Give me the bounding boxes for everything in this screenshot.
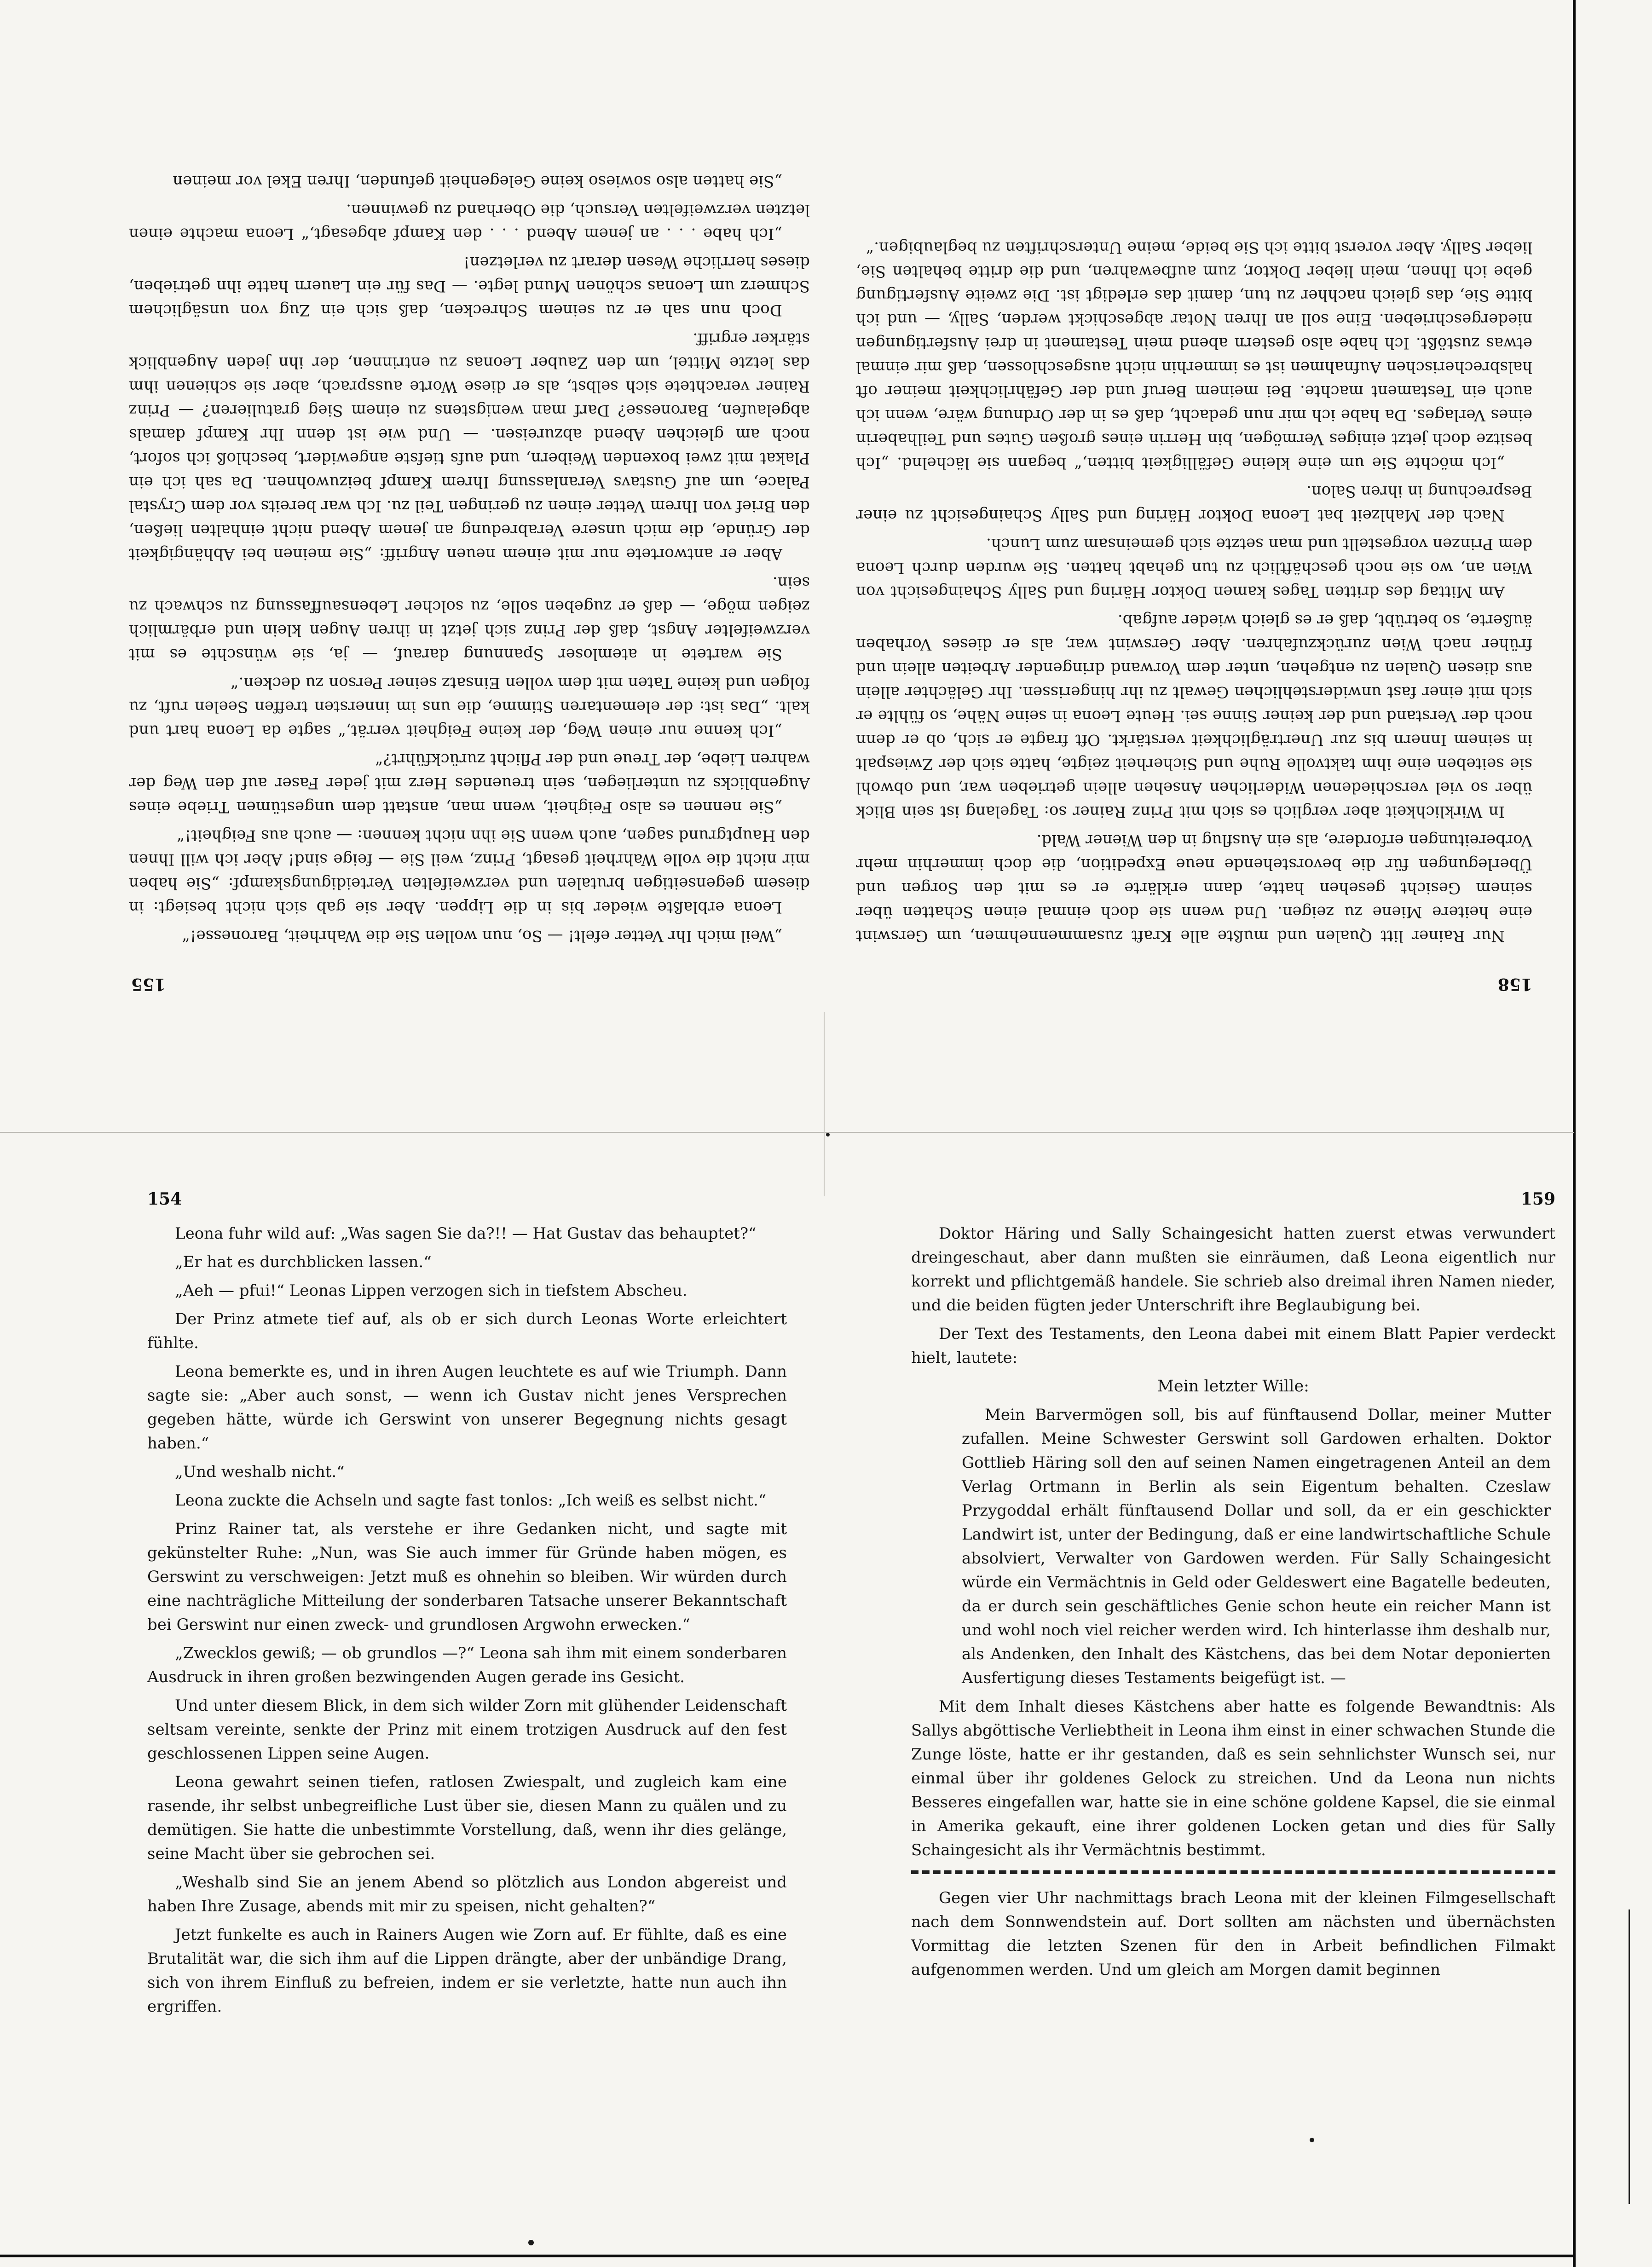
- paragraph: Und unter diesem Blick, in dem sich wilder Zorn mit glühender Leidenschaft seltsam vereinte, senkte der Prinz mit einem trotzigen Ausdruck auf den fest geschlossenen Lippen seine Augen.: [147, 1696, 787, 1763]
- paragraph: Mit dem Inhalt dieses Kästchens aber hatte es folgende Bewandtnis: Als Sallys abgöttische Verliebtheit in Leona ihm einst in einer schwachen Stunde die Zunge löste, hatte er ihr gestanden, daß es sein sehnlichster Wunsch sei, nur einmal über ihr goldenes Gelock zu streichen. Und da Leona nun nichts Besseres eingefallen war, hatte sie in eine schöne goldene Kapsel, die sie einmal in Amerika gekauft, eine ihrer goldenen Locken getan und dies für Sally Schaingesicht als ihr Vermächtnis bestimmt.: [911, 1697, 1555, 1859]
- paragraph: Aber er antwortete nur mit einem neuen Angriff: „Sie meinen bei Abhängigkeit der Gründe, die mich unsere Verabredung an jenem Abend nicht einhalten ließen, den Brief von Ihrem Vetter einen zu geringen Teil zu. Ich war bereits vor dem Crystal Palace, um auf Gustavs Veranlassung Ihrem Kampf beizuwohnen. Da sah ich ein Plakat mit zwei boxenden Weibern, und aufs tiefste angewidert, beschloß ich sofort, noch am gleichen Abend abzureisen. — Und wie ist denn Ihr Kampf damals abgelaufen, Baronesse? Darf man wenigstens zu einem Sieg gratulieren? — Prinz Rainer verachtete sich selbst, als er diese Worte aussprach, aber sie schienen ihm das letzte Mittel, um den Zauber Leonas zu entrinnen, der ihn jeden Augenblick stärker ergriff.: [129, 329, 810, 563]
- paragraph: „Und weshalb nicht.“: [175, 1463, 345, 1481]
- paragraph: Prinz Rainer tat, als verstehe er ihre Gedanken nicht, und sagte mit gekünstelter Ruhe: „Nun, was Sie auch immer für Gründe haben mögen, es Gerswint zu verschweigen: Jetzt muß es ohnehin so bleiben. Wir würden durch eine nachträgliche Mitteilung der sonderbaren Tatsache unserer Bekanntschaft bei Gerswint nur einen zweck- und grundlosen Argwohn erwecken.“: [147, 1520, 787, 1634]
- ink-spot: [528, 2240, 534, 2245]
- page-155: [129, 165, 810, 994]
- paragraph: Leona bemerkte es, und in ihren Augen leuchtete es auf wie Triumph. Dann sagte sie: „Aber auch sonst, — wenn ich Gustav nicht jenes Versprechen gegeben hätte, würde ich Gerswint von unserer Begegnung nichts gesagt haben.“: [147, 1362, 787, 1453]
- paragraph: Gegen vier Uhr nachmittags brach Leona mit der kleinen Filmgesellschaft nach dem Sonnwendstein auf. Dort sollten am nächsten und übernächsten Vormittag die letzten Szenen für den in Arbeit befindlichen Filmakt aufgenommen werden. Und um gleich am Morgen damit beginnen: [911, 1889, 1555, 1979]
- paragraph: In Wirklichkeit aber verglich es sich mit Prinz Rainer so: Tagelang ist sein Blick über so viel verschiedenen Widerlichen Ansehen allein getrieben war, und obwohl sie seiteben eine ihm taktvolle Ruhe und Sicherheit zeigte, hatte sich der Zwiespalt in seinem Innern bis zur Unerträglichkeit verstärkt. Oft fragte er sich, ob er denn noch der Verstand und der keiner Sinne sei. Heute Leona in seine Nähe, so fühlte er sich mit einer fast unwiderstehlichen Gewalt zu ihr hingerissen. Ihr Gelächter allein aus diesen Qualen zu entgehen, unter dem Vorwand dringender Arbeiten allein und früher nach Wien zurückzufahren. Aber Gerswint war, als er dieses Vorhaben äußerte, so betrübt, daß er es gleich wieder aufgab.: [856, 611, 1532, 821]
- section-divider: [911, 1870, 1555, 1874]
- paragraph: Leona fuhr wild auf: „Was sagen Sie da?!! — Hat Gustav das behauptet?“: [175, 1224, 757, 1243]
- paragraph: „Weil mich Ihr Vetter efelt! — So, nun wollen Sie die Wahrheit, Baronesse!“: [182, 927, 782, 945]
- page-154: [147, 1189, 787, 2023]
- page-number: 158: [1497, 975, 1532, 994]
- page-155-text: [129, 169, 810, 985]
- page-number: 154: [147, 1189, 182, 1209]
- page-154-text: [147, 1222, 787, 2019]
- page-158: [856, 231, 1532, 994]
- paragraph: „Sie hatten also sowieso keine Gelegenheit gefunden, Ihren Ekel vor meinen: [173, 172, 782, 190]
- page-159: [911, 1189, 1555, 1986]
- paragraph: „Zwecklos gewiß; — ob grundlos —?“ Leona sah ihm mit einem sonderbaren Ausdruck in ihren großen bezwingenden Augen gerade ins Gesicht.: [147, 1644, 787, 1686]
- page-number: 155: [131, 975, 166, 994]
- bottom-edge: [0, 2255, 1576, 2257]
- paragraph: „Weshalb sind Sie an jenem Abend so plötzlich aus London abgereist und haben Ihre Zusage, abends mit mir zu speisen, nicht gehalten?“: [147, 1873, 787, 1915]
- paragraph: Der Text des Testaments, den Leona dabei mit einem Blatt Papier verdeckt hielt, lautete:: [911, 1325, 1555, 1367]
- will-title: Mein letzter Wille:: [1157, 1377, 1309, 1396]
- upper-spread: [0, 0, 1652, 1123]
- paragraph: Am Mittag des dritten Tages kamen Doktor Häring und Sally Schaingesicht von Wien an, wo sie noch geschäftlich zu tun gehabt hatten. Sie wurden durch Leona dem Prinzen vorgestellt und man setzte sich gemeinsam zum Lunch.: [856, 535, 1532, 601]
- paragraph: „Aeh — pfui!“ Leonas Lippen verzogen sich in tiefstem Abscheu.: [175, 1281, 687, 1300]
- paragraph: „Er hat es durchblicken lassen.“: [175, 1253, 432, 1271]
- paragraph: Leona zuckte die Achseln und sagte fast tonlos: „Ich weiß es selbst nicht.“: [175, 1491, 767, 1510]
- fold-line: [0, 1132, 1574, 1133]
- paragraph: „Ich kenne nur einen Weg, der keine Feigheit verrät,“ sagte da Leona hart und kalt. „Das ist: der elementaren Stimme, die uns im innersten treffen Seelen ruft, zu folgen und keine Taten mit dem vollen Einsatz seiner Person zu decken.“: [129, 674, 810, 740]
- paragraph: Nach der Mahlzeit bat Leona Doktor Häring und Sally Schaingesicht zu einer Besprechung in ihren Salon.: [856, 482, 1532, 525]
- paragraph: Doch nun sah er zu seinem Schrecken, daß sich ein Zug von unsäglichem Schmerz um Leonas schönen Mund legte. — Das für ein Lauern hatte ihn getrieben, dieses herrliche Wesen derart zu verletzen!: [129, 253, 810, 319]
- paragraph: Der Prinz atmete tief auf, als ob er sich durch Leonas Worte erleichtert fühlte.: [147, 1310, 787, 1352]
- page-158-text: [856, 236, 1532, 985]
- paragraph: Leona erblaßte wieder bis in die Lippen. Aber sie gab sich nicht besiegt: in diesem gegenseitigen brutalen und verzweifelten Verteidigungskampf: „Sie haben mir nicht die volle Wahrheit gesagt, Prinz, weil Sie — feige sind! Aber ich will Ihnen den Hauptgrund sagen, auch wenn Sie ihn nicht kennen: — auch aus Feigheit!“: [129, 826, 810, 917]
- paragraph: Mein Barvermögen soll, bis auf fünftausend Dollar, meiner Mutter zufallen. Meine Schwester Gerswint soll Gardowen erhalten. Doktor Gottlieb Häring soll den auf seinen Namen eingetragenen Anteil an dem Verlag Ortmann in Berlin als sein Eigentum behalten. Czeslaw Przygoddal erhält fünftausend Dollar und soll, da er ein geschickter Landwirt ist, unter der Bedingung, daß er eine landwirtschaftliche Schule absolviert, Verwalter von Gardowen werden. Für Sally Schaingesicht würde ein Vermächtnis in Geld oder Geldeswert eine Bagatelle bedeuten, da er durch sein geschäftliches Genie schon heute ein reicher Mann ist und wohl noch viel reicher werden wird. Ich hinterlasse ihm deshalb nur, als Andenken, den Inhalt des Kästchens, das bei dem Notar deponierten Ausfertigung dieses Testaments beigefügt ist. —: [962, 1406, 1551, 1687]
- paragraph: Sie wartete in atemloser Spannung darauf, — ja, sie wünschte es mit verzweifelter Angst, daß der Prinz sich jetzt in ihren Augen klein und erbärmlich zeigen möge, — daß er zugeben solle, zu solcher Lebensauffassung zu schwach zu sein.: [129, 573, 810, 663]
- will-text: [911, 1403, 1555, 1690]
- ink-spot: [826, 1133, 830, 1136]
- paragraph: Nur Rainer litt Qualen und mußte alle Kraft zusammennehmen, um Gerswint eine heitere Miene zu zeigen. Und wenn sie doch einmal einen Schatten über seinem Gesicht gesehen hatte, dann erklärte er es mit den Sorgen und Überlegungen für die bevorstehende neue Expedition, die doch immerhin mehr Vorbereitungen erfordere, als ein Ausflug in den Wiener Wald.: [856, 831, 1532, 945]
- margin-marks: [1629, 1909, 1644, 2204]
- paragraph: „Ich habe . . . an jenem Abend . . . den Kampf abgesagt,“ Leona machte einen letzten verzweifelten Versuch, die Oberhand zu gewinnen.: [129, 201, 810, 243]
- ink-spot: [1310, 2138, 1314, 2142]
- page-159-text: [911, 1222, 1555, 1982]
- page-number: 159: [1520, 1189, 1555, 1209]
- paragraph: Leona gewahrt seinen tiefen, ratlosen Zwiespalt, und zugleich kam eine rasende, ihr selbst unbegreifliche Lust über sie, diesen Mann zu quälen und zu demütigen. Sie hatte die unbestimmte Vorstellung, daß, wenn ihr dies gelänge, seine Macht über sie gebrochen sei.: [147, 1773, 787, 1863]
- paragraph: „Ich möchte Sie um eine kleine Gefälligkeit bitten,“ begann sie lächelnd. „Ich besitze doch jetzt einiges Vermögen, bin Herrin eines großen Gutes und Teilhaberin eines Verlages. Da habe ich mir nun gedacht, daß es in der Ordnung wäre, wenn ich auch ein Testament machte. Bei meinem Beruf und der Gefährlichkeit meiner oft halsbrecherischen Aufnahmen ist es immerhin nicht ausgeschlossen, daß mir einmal etwas zustößt. Ich habe also gestern abend mein Testament in drei Ausfertigungen niedergeschrieben. Eine soll an Ihren Notar abgeschickt werden, Sally, — und ich bitte Sie, das gleich nachher zu tun, damit das erledigt ist. Die zweite Ausfertigung gebe ich Ihnen, mein lieber Doktor, zum aufbewahren, und die dritte behalten Sie, lieber Sally. Aber vorerst bitte ich Sie beide, meine Unterschriften zu beglaubigen.“: [856, 238, 1532, 472]
- paragraph: Doktor Häring und Sally Schaingesicht hatten zuerst etwas verwundert dreingeschaut, aber dann mußten sie einräumen, daß Leona eigentlich nur korrekt und pflichtgemäß handele. Sie schrieb also dreimal ihren Namen nieder, und die beiden fügten jeder Unterschrift ihre Beglaubigung bei.: [911, 1224, 1555, 1315]
- paragraph: „Sie nennen es also Feigheit, wenn man, anstatt dem ungestümen Triebe eines Augenblicks zu unterliegen, sein treuendes Herz mit jeder Faser auf den Weg der wahren Liebe, der Treue und der Pflicht zurückführt?“: [129, 750, 810, 816]
- paragraph: Jetzt funkelte es auch in Rainers Augen wie Zorn auf. Er fühlte, daß es eine Brutalität war, die sich ihm auf die Lippen drängte, aber der unbändige Drang, sich von ihrem Einfluß zu befreien, indem er sie verletzte, hatte nun auch ihn ergriffen.: [147, 1926, 787, 2016]
